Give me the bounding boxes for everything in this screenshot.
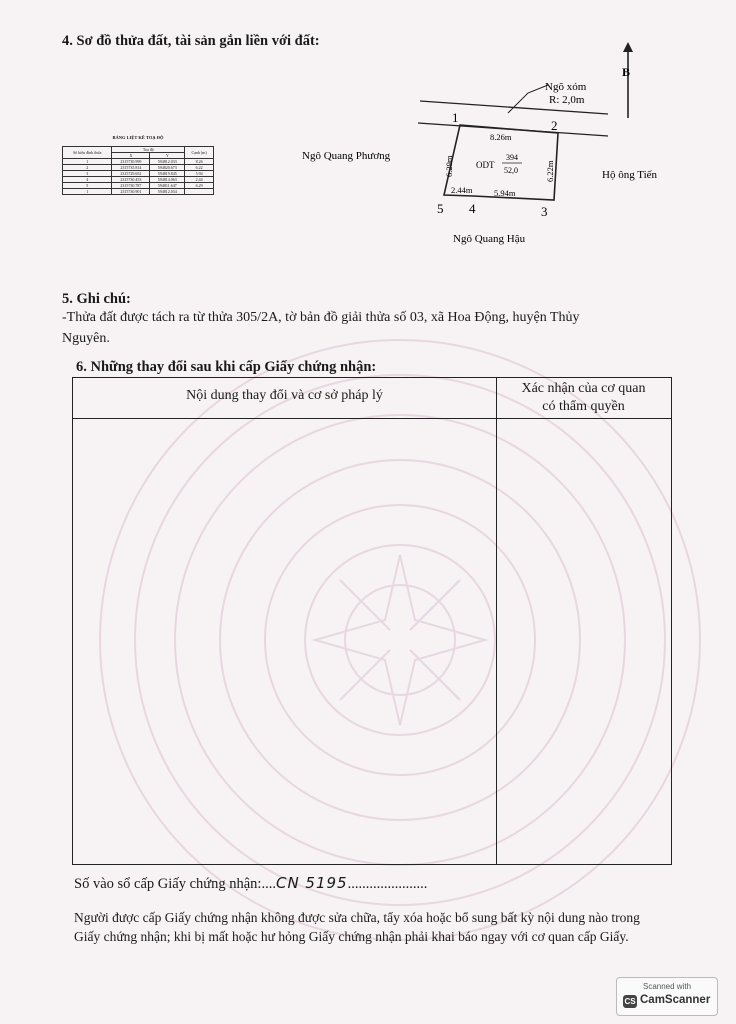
changes-col-confirmation xyxy=(496,380,671,416)
header-divider xyxy=(73,418,671,419)
bottom-edge-a: 2.44m xyxy=(451,185,473,195)
coord-table-title: BẢNG LIỆT KÊ TOẠ ĐỘ xyxy=(112,135,164,140)
top-edge-length: 8.26m xyxy=(490,132,512,142)
camscanner-badge xyxy=(616,977,718,1016)
changes-table xyxy=(72,377,672,865)
alley-name: Ngõ xóm xyxy=(545,81,587,93)
vertex-4: 4 xyxy=(469,201,476,216)
column-divider xyxy=(496,378,497,864)
col-group: Toạ độ xyxy=(112,147,185,153)
parcel-sketch xyxy=(0,0,736,260)
col-point: Số hiệu đỉnh thửa xyxy=(63,147,112,159)
registry-trail: ...................... xyxy=(347,876,428,892)
camscanner-brand: CamScanner xyxy=(640,994,711,1006)
camscanner-icon: CS xyxy=(624,997,636,1006)
col-edge: Cạnh (m) xyxy=(185,147,214,159)
section5-title: 5. Ghi chú: xyxy=(62,291,131,307)
parcel-area: 52,0 xyxy=(504,166,518,175)
section4-title: 4. Sơ đồ thửa đất, tài sản gắn liền với đất: xyxy=(62,33,320,49)
north-arrowhead-icon xyxy=(623,42,633,52)
col-y: Y xyxy=(150,153,185,159)
bottom-neighbor: Ngô Quang Hậu xyxy=(453,233,526,245)
confirmation-line-2: có thẩm quyền xyxy=(542,399,625,414)
section6-title: 6. Những thay đổi sau khi cấp Giấy chứng nhận: xyxy=(76,359,377,375)
north-label: B xyxy=(622,65,631,79)
footer-line-1: Người được cấp Giấy chứng nhận không được sửa chữa, tẩy xóa hoặc bổ sung bất kỳ nội dung nào trong xyxy=(74,910,640,925)
scanned-with-label: Scanned with xyxy=(642,982,692,991)
vertex-5: 5 xyxy=(437,201,444,216)
bottom-edge-b: 5.94m xyxy=(494,188,516,198)
table-row: 1 2315730.901 594812.034 xyxy=(63,189,214,195)
table-row: 2 2315735.814 594820.673 6.22 xyxy=(63,165,214,171)
alley-width: R: 2,0m xyxy=(549,94,585,106)
col-x: X xyxy=(112,153,150,159)
right-edge-length: 6.22m xyxy=(545,160,555,182)
confirmation-line-1: Xác nhận của cơ quan xyxy=(521,381,646,396)
footer-line-2: Giấy chứng nhận; khi bị mất hoặc hư hỏng Giấy chứng nhận phải khai báo ngay với cơ quan cấp Giấy. xyxy=(74,929,629,944)
table-row: 4 2315730.453 594814.063 2.44 xyxy=(63,177,214,183)
registry-leader: .... xyxy=(261,876,276,892)
changes-col-content: Nội dung thay đổi và cơ sở pháp lý xyxy=(186,388,383,403)
registry-label: Số vào sổ cấp Giấy chứng nhận: xyxy=(74,876,262,892)
left-neighbor: Ngô Quang Phương xyxy=(302,150,391,162)
right-neighbor: Hộ ông Tiến xyxy=(602,169,658,181)
note-line-1: -Thửa đất được tách ra từ thửa 305/2A, tờ bản đồ giải thửa số 03, xã Hoa Động, huyện Thủy xyxy=(62,310,580,325)
vertex-2: 2 xyxy=(551,118,558,133)
registry-number-line xyxy=(74,874,427,893)
table-row: 3 2315729.652 594819.845 5.94 xyxy=(63,171,214,177)
left-edge-length: 6.29m xyxy=(444,155,454,177)
parcel-number: 394 xyxy=(506,153,518,162)
note-line-2: Nguyên. xyxy=(62,331,110,346)
vertex-1: 1 xyxy=(452,110,459,125)
table-row: 1 2315730.999 594812.033 8.26 xyxy=(63,159,214,165)
land-type: ODT xyxy=(476,160,495,170)
vertex-3: 3 xyxy=(541,204,548,219)
table-row: 5 2315730.787 594811.647 6.29 xyxy=(63,183,214,189)
registry-handwritten-number: CN 5195 xyxy=(275,874,348,892)
